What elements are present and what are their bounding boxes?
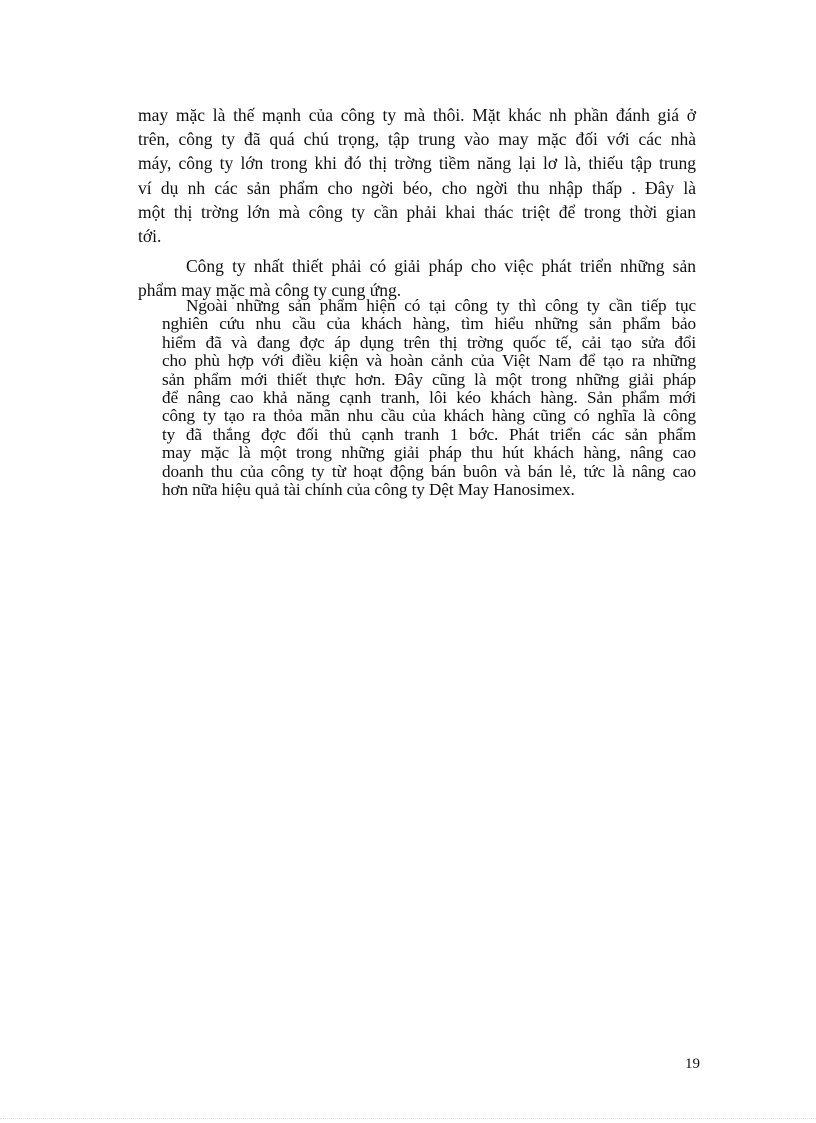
paragraph-3 xyxy=(162,297,696,499)
text-line: hơn nữa hiệu quả tài chính của công ty Dệt May Hanosimex. xyxy=(162,480,575,500)
text-line: tới. xyxy=(138,226,162,247)
text-line: Công ty nhất thiết phải có giải pháp cho việc phát triển những sản xyxy=(186,256,696,276)
text-line: ty đã thắng đợc đối thủ cạnh tranh 1 bớc. Phát triển các sản phẩm xyxy=(162,424,696,444)
paragraph-2 xyxy=(138,254,696,302)
text-line: hiểm đã và đang đợc áp dụng trên thị trờng quốc tế, cải tạo sửa đổi xyxy=(162,332,696,352)
text-line: sản phẩm mới thiết thực hơn. Đây cũng là một trong những giải pháp xyxy=(162,369,696,389)
text-line: công ty tạo ra thỏa mãn nhu cầu của khách hàng cũng có nghĩa là công xyxy=(162,406,696,426)
text-line: để nâng cao khả năng cạnh tranh, lôi kéo khách hàng. Sản phẩm mới xyxy=(162,388,696,408)
text-line: doanh thu của công ty từ hoạt động bán buôn và bán lẻ, tức là nâng cao xyxy=(162,461,696,481)
text-line: phẩm may mặc mà công ty cung ứng. xyxy=(138,280,402,300)
text-line: ví dụ nh các sản phẩm cho ngời béo, cho ngời thu nhập thấp . Đây là xyxy=(138,177,696,198)
text-line: may mặc là thế mạnh của công ty mà thôi. Mặt khác nh phần đánh giá ở xyxy=(138,105,696,125)
text-line: một thị trờng lớn mà công ty cần phải khai thác triệt để trong thời gian xyxy=(138,201,696,222)
text-line: Ngoài những sản phẩm hiện có tại công ty thì công ty cần tiếp tục xyxy=(186,296,696,315)
text-line: cho phù hợp với điều kiện và hoàn cảnh của Việt Nam để tạo ra những xyxy=(162,351,696,371)
text-line: trên, công ty đã quá chú trọng, tập trung vào may mặc đối với các nhà xyxy=(138,129,696,150)
page-bottom-rule xyxy=(0,1118,816,1119)
page-number: 19 xyxy=(685,1056,700,1072)
text-line: nghiên cứu nhu cầu của khách hàng, tìm hiểu những sản phẩm bảo xyxy=(162,314,696,334)
text-line: may mặc là một trong những giải pháp thu hút khách hàng, nâng cao xyxy=(162,443,696,463)
paragraph-1 xyxy=(138,103,696,248)
text-line: máy, công ty lớn trong khi đó thị trờng tiềm năng lại lơ là, thiếu tập trung xyxy=(138,153,696,174)
